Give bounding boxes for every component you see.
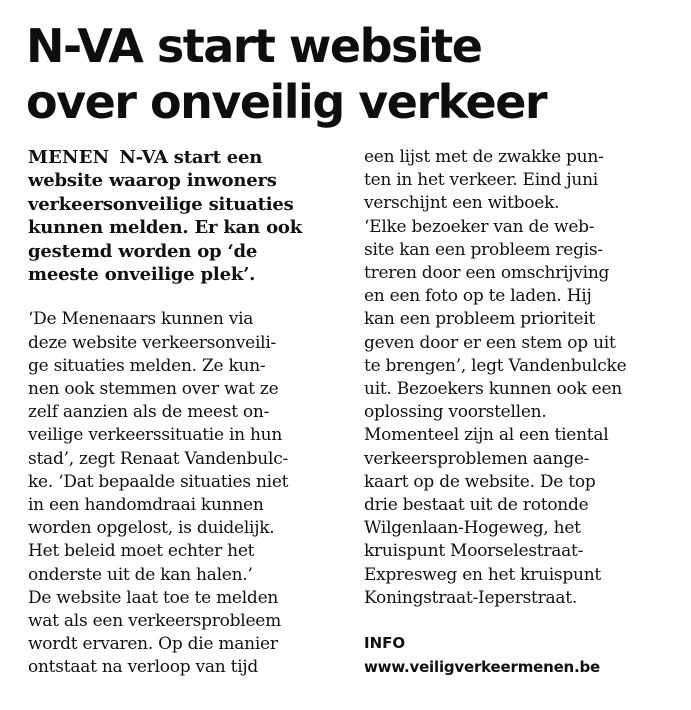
text-line: ten in het verkeer. Eind juni [364,170,598,191]
article-headline [26,18,676,130]
body-paragraph [364,146,680,216]
dateline: MENEN [28,147,110,168]
body-paragraph [364,424,680,610]
text-line: oplossing voorstellen. [364,402,547,423]
lead-line: kunnen melden. Er kan ook [28,217,302,239]
info-label: INFO [364,634,406,653]
lead-line: gestemd worden op ‘de [28,240,258,262]
text-line: Wilgenlaan-Hogeweg, het [364,518,581,539]
text-line: kruispunt Moorselestraat- [364,541,584,562]
lead-line: meeste onveilige plek’. [28,264,256,286]
headline-line-2: over onveilig verkeer [26,75,547,129]
text-line: ge situaties melden. Ze kun- [28,355,266,376]
body-paragraph [28,587,348,680]
info-url[interactable]: www.veiligverkeermenen.be [364,658,601,677]
text-line: deze website verkeersonveili- [28,332,277,353]
text-line: kaart op de website. De top [364,471,596,492]
text-line: onderste uit de kan halen.’ [28,564,253,585]
text-line: kan een probleem prioriteit [364,309,596,330]
text-line: wordt ervaren. Op die manier [28,634,278,655]
lead-line: MENEN N-VA start een [28,147,263,168]
text-line: ke. ‘Dat bepaalde situaties niet [28,471,289,492]
text-line: Expresweg en het kruispunt [364,564,601,585]
body-paragraph [364,216,680,425]
text-line: verschijnt een witboek. [364,193,560,214]
text-line: uit. Bezoekers kunnen ook een [364,379,623,400]
text-line: wat als een verkeersprobleem [28,611,281,632]
text-line: ‘Elke bezoeker van de web- [364,216,595,237]
text-line: en een foto op te laden. Hij [364,286,592,307]
text-line: in een handomdraai kunnen [28,495,264,516]
text-line: verkeersproblemen aange- [364,448,590,469]
text-line: een lijst met de zwakke pun- [364,147,604,167]
text-line: te brengen’, legt Vandenbulcke [364,355,627,376]
text-line: drie bestaat uit de rotonde [364,495,589,516]
text-line: nen ook stemmen over wat ze [28,379,279,400]
right-column [364,146,680,680]
text-line: zelf aanzien als de meest on- [28,402,270,423]
text-line: Momenteel zijn al een tiental [364,425,609,446]
text-line: veilige verkeerssituatie in hun [28,425,283,446]
text-line: De website laat toe te melden [28,587,279,608]
text-line: site kan een probleem regis- [364,239,603,260]
text-line: geven door er een stem op uit [364,332,616,353]
text-line: worden opgelost, is duidelijk. [28,518,275,539]
text-line: treren door een omschrijving [364,263,610,284]
headline-line-1: N-VA start website [26,19,482,73]
body-paragraph [28,308,348,586]
text-line: ontstaat na verloop van tijd [28,657,259,678]
lead-line: verkeersonveilige situaties [28,193,294,215]
text-line: Het beleid moet echter het [28,541,255,562]
lead-line: website waarop inwoners [28,170,277,192]
text-line: ‘De Menenaars kunnen via [28,309,254,330]
text-line: stad’, zegt Renaat Vandenbulc- [28,448,288,469]
left-column [28,146,348,680]
article-lead [28,146,348,286]
text-line: Koningstraat-Ieperstraat. [364,587,578,608]
